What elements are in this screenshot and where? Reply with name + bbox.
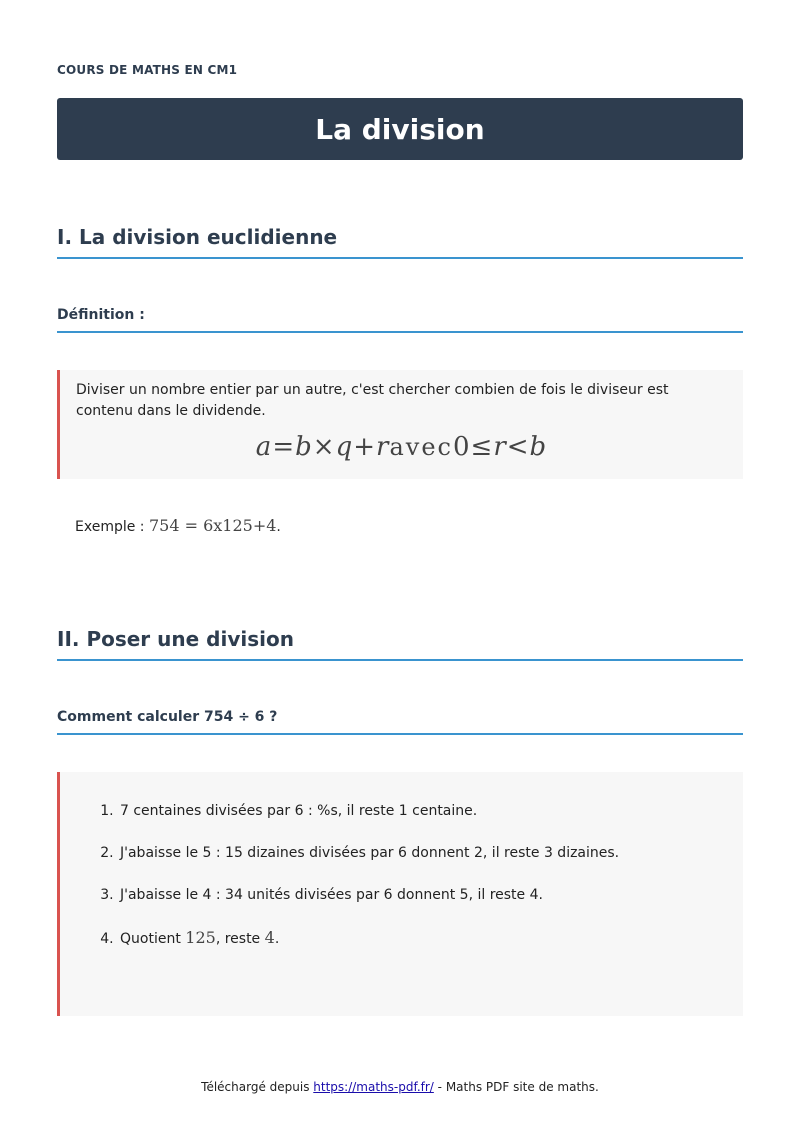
- formula-times: ×: [312, 432, 336, 462]
- course-kicker: COURS DE MATHS EN CM1: [57, 63, 238, 77]
- list-item: 3. J'abaisse le 4 : 34 unités divisées par 6 donnent 5, il reste 4.: [118, 886, 743, 905]
- footer-suffix: - Maths PDF site de maths.: [437, 1080, 599, 1094]
- page-title: La division: [315, 112, 485, 146]
- formula-b2: b: [529, 432, 548, 462]
- example-label: Exemple :: [75, 519, 145, 535]
- example-math: 754 = 6x125+4: [148, 516, 277, 535]
- quotient-value: 125: [185, 928, 216, 947]
- formula-lt: <: [506, 432, 530, 462]
- formula-q: q: [335, 432, 354, 462]
- footer-link[interactable]: https://maths-pdf.fr/: [313, 1080, 434, 1094]
- list-item: 2. J'abaisse le 5 : 15 dizaines divisées par 6 donnent 2, il reste 3 dizaines.: [118, 844, 743, 863]
- footer-prefix: Téléchargé depuis: [201, 1080, 310, 1094]
- title-banner: [57, 98, 743, 160]
- method-heading: Comment calculer 754 ÷ 6 ?: [57, 709, 743, 735]
- step4-prefix: Quotient: [120, 931, 181, 947]
- formula-zero: 0: [452, 432, 471, 462]
- example-line: [75, 516, 281, 535]
- step4-end: .: [274, 931, 280, 947]
- euclid-formula: [60, 432, 743, 462]
- step4-middle: , reste: [215, 931, 261, 947]
- definition-text: Diviser un nombre entier par un autre, c'est chercher combien de fois le diviseur est contenu dans le dividende.: [76, 382, 669, 419]
- formula-avec: avec: [389, 433, 453, 461]
- definition-box: [57, 370, 743, 479]
- footer: [0, 1080, 800, 1094]
- formula-r: r: [376, 432, 390, 462]
- formula-r2: r: [493, 432, 507, 462]
- formula-le: ≤: [470, 432, 494, 462]
- steps-list: [60, 772, 743, 949]
- list-item: [118, 928, 743, 949]
- definition-heading: Définition :: [57, 307, 743, 333]
- section-1-title: I. La division euclidienne: [57, 225, 743, 259]
- remainder-value: 4: [264, 928, 275, 947]
- formula-plus: +: [353, 432, 377, 462]
- formula-a: a: [255, 432, 273, 462]
- formula-equals: =: [272, 432, 296, 462]
- example-end: .: [276, 519, 281, 535]
- steps-box: [57, 772, 743, 1016]
- section-2-title: II. Poser une division: [57, 627, 743, 661]
- list-item: 1. 7 centaines divisées par 6 : %s, il reste 1 centaine.: [118, 802, 743, 821]
- formula-b: b: [295, 432, 313, 462]
